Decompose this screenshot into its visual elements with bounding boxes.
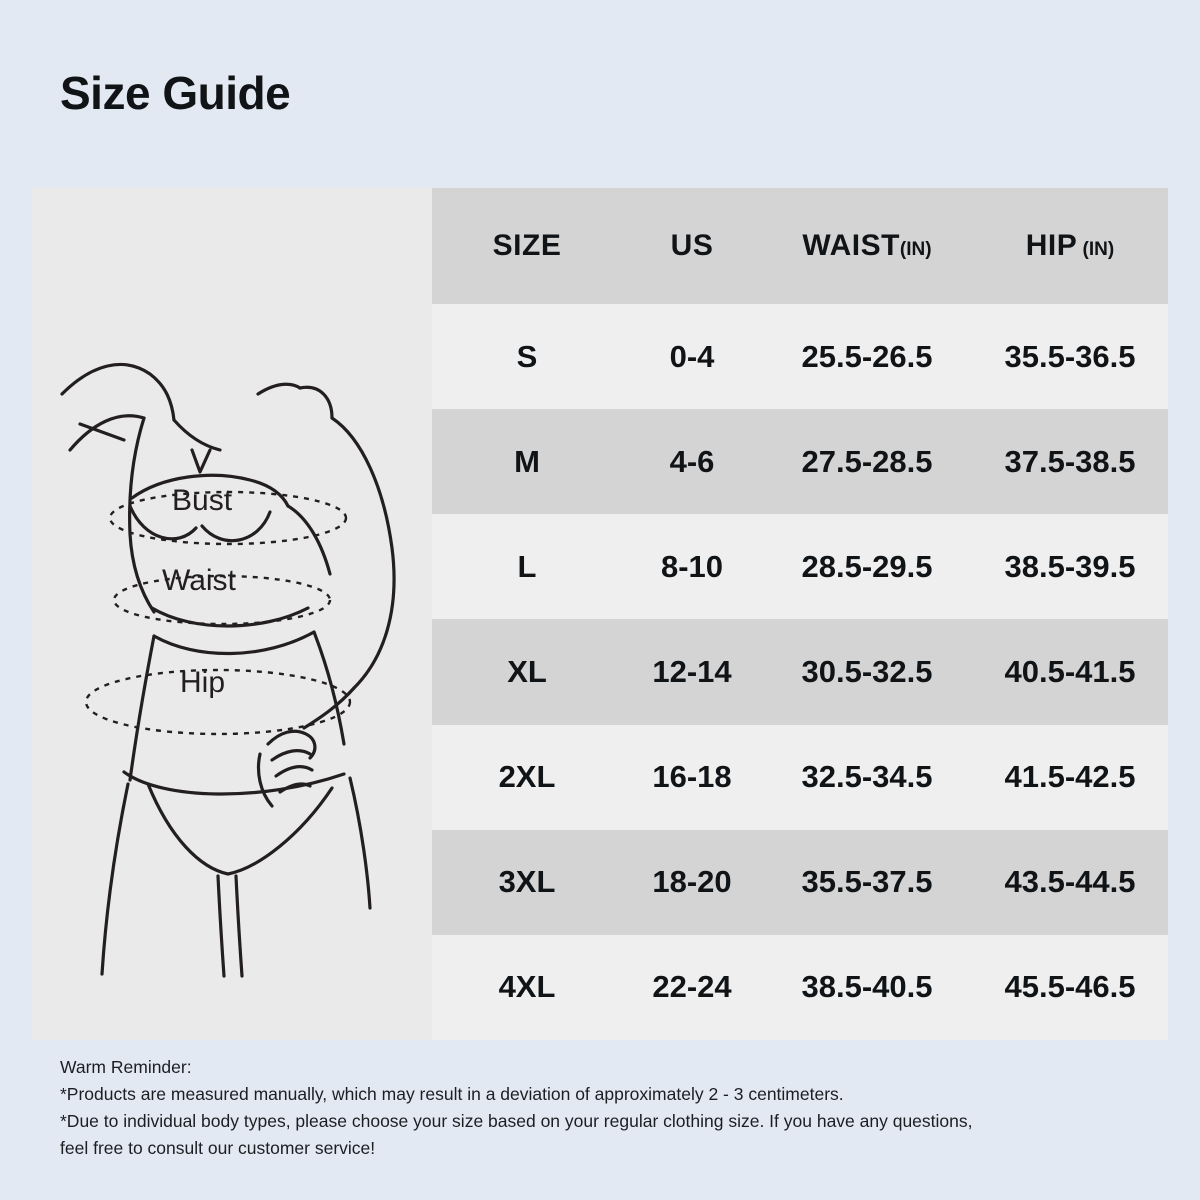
- column-header-us-label: US: [670, 229, 714, 262]
- table-row: [432, 935, 1168, 1040]
- cell-size: M: [432, 409, 622, 514]
- size-table-body: [432, 304, 1168, 1040]
- cell-waist: 28.5-29.5: [762, 514, 972, 619]
- column-header-hip-unit: (IN): [1077, 239, 1115, 260]
- table-header-row: [432, 188, 1168, 304]
- table-row: [432, 304, 1168, 409]
- table-row: [432, 619, 1168, 724]
- column-header-hip-label: HIP: [1025, 229, 1078, 262]
- cell-waist: 38.5-40.5: [762, 935, 972, 1040]
- page-title: Size Guide: [60, 67, 291, 119]
- notes-line-1: *Products are measured manually, which may result in a deviation of approximately 2 - 3 centimeters.: [60, 1084, 844, 1105]
- column-header-us: [622, 188, 762, 304]
- cell-hip: 43.5-44.5: [972, 830, 1168, 935]
- cell-hip: 45.5-46.5: [972, 935, 1168, 1040]
- table-row: [432, 514, 1168, 619]
- table-row: [432, 725, 1168, 830]
- cell-size: S: [432, 304, 622, 409]
- cell-size: 4XL: [432, 935, 622, 1040]
- cell-us: 4-6: [622, 409, 762, 514]
- cell-waist: 27.5-28.5: [762, 409, 972, 514]
- cell-hip: 37.5-38.5: [972, 409, 1168, 514]
- column-header-size-label: SIZE: [492, 229, 562, 262]
- notes-line-3: feel free to consult our customer service!: [60, 1138, 376, 1159]
- column-header-waist-unit: (IN): [899, 239, 932, 260]
- warm-reminder-notes: [60, 1054, 1150, 1163]
- column-header-waist-label: WAIST: [802, 229, 900, 262]
- cell-hip: 41.5-42.5: [972, 725, 1168, 830]
- cell-hip: 35.5-36.5: [972, 304, 1168, 409]
- column-header-size: [432, 188, 622, 304]
- cell-us: 22-24: [622, 935, 762, 1040]
- cell-size: L: [432, 514, 622, 619]
- figure-label-waist: Waist: [162, 564, 236, 597]
- size-table-wrapper: [432, 188, 1168, 1040]
- size-table-header: [432, 188, 1168, 304]
- cell-waist: 25.5-26.5: [762, 304, 972, 409]
- figure-label-bust: Bust: [172, 484, 233, 517]
- cell-hip: 40.5-41.5: [972, 619, 1168, 724]
- body-illustration-icon: [32, 188, 432, 1040]
- cell-waist: 30.5-32.5: [762, 619, 972, 724]
- column-header-hip: [972, 188, 1168, 304]
- cell-size: 3XL: [432, 830, 622, 935]
- cell-size: 2XL: [432, 725, 622, 830]
- column-header-waist: [762, 188, 972, 304]
- cell-us: 12-14: [622, 619, 762, 724]
- cell-size: XL: [432, 619, 622, 724]
- cell-waist: 35.5-37.5: [762, 830, 972, 935]
- figure-label-hip: Hip: [180, 666, 226, 699]
- notes-heading: Warm Reminder:: [60, 1057, 192, 1077]
- cell-us: 8-10: [622, 514, 762, 619]
- notes-line-2: *Due to individual body types, please choose your size based on your regular clothing size. If you have any questions,: [60, 1111, 973, 1132]
- table-row: [432, 409, 1168, 514]
- cell-us: 0-4: [622, 304, 762, 409]
- size-table: [432, 188, 1168, 1040]
- table-row: [432, 830, 1168, 935]
- cell-waist: 32.5-34.5: [762, 725, 972, 830]
- cell-us: 18-20: [622, 830, 762, 935]
- body-measurement-figure: [32, 188, 432, 1040]
- cell-us: 16-18: [622, 725, 762, 830]
- size-guide-content: [32, 188, 1168, 1040]
- cell-hip: 38.5-39.5: [972, 514, 1168, 619]
